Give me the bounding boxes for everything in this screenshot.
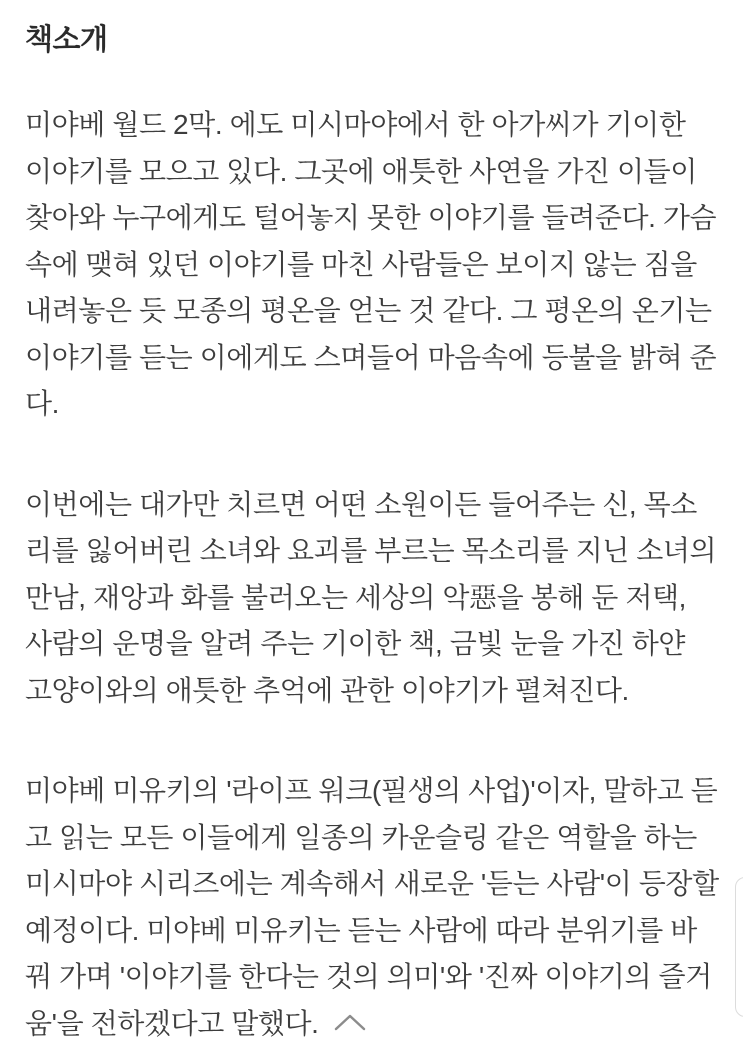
- paragraph-text: 미야베 미유키의 '라이프 워크(필생의 사업)'이자, 말하고 듣고 읽는 모든 이들에게 일종의 카운슬링 같은 역할을 하는 미시마야 시리즈에는 계속해서 새로운 '듣는 사람'이 등장할 예정이다. 미야베 미유키는 듣는 사람에 따라 분위기를 바꿔 가며 '이야기를 한다는 것의 의미'와 '진짜 이야기의 즐거움'을 전하겠다고 말했다.: [25, 775, 719, 1039]
- collapse-section-button[interactable]: [333, 1013, 367, 1033]
- paragraph-text: 이번에는 대가만 치르면 어떤 소원이든 들어주는 신, 목소리를 잃어버린 소녀와 요괴를 부르는 목소리를 지닌 소녀의 만남, 재앙과 화를 불러오는 세상의 악惡을 봉해 둔 저택, 사람의 운명을 알려 주는 기이한 책, 금빛 눈을 가진 하얀 고양이와의 애틋한 추억에 관한 이야기가 펼쳐진다.: [25, 488, 717, 706]
- paragraph-text: 미야베 월드 2막. 에도 미시마야에서 한 아가씨가 기이한 이야기를 모으고 있다. 그곳에 애틋한 사연을 가진 이들이 찾아와 누구에게도 털어놓지 못한 이야기를 들려준다. 가슴속에 맺혀 있던 이야기를 마친 사람들은 보이지 않는 짐을 내려놓은 듯 모종의 평온을 얻는 것 같다. 그 평온의 온기는 이야기를 듣는 이에게도 스며들어 마음속에 등불을 밝혀 준다.: [25, 109, 717, 419]
- chevron-up-icon: [333, 1021, 367, 1036]
- section-title: 책소개: [25, 24, 108, 56]
- floating-button-partial[interactable]: [735, 877, 743, 1017]
- book-intro-paragraph-1: [25, 102, 719, 428]
- book-intro-paragraph-3: [25, 768, 719, 1047]
- book-intro-paragraph-2: [25, 482, 719, 715]
